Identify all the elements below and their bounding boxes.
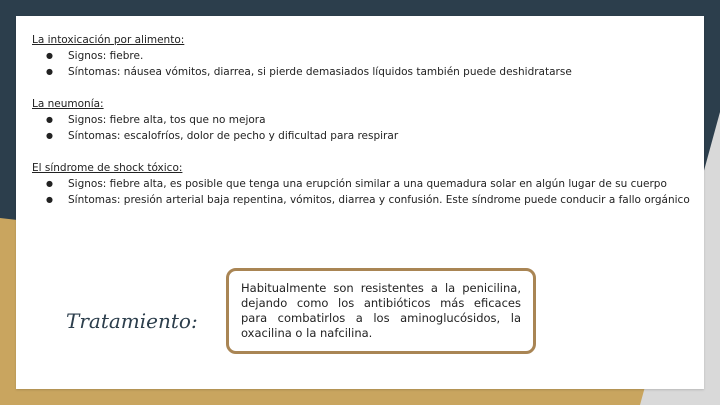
section-pneumonia: [32, 96, 702, 144]
list-item: ● Síntomas: escalofríos, dolor de pecho y dificultad para respirar: [68, 128, 702, 144]
list-item: ● Síntomas: presión arterial baja repentina, vómitos, diarrea y confusión. Este síndrome puede conducir a fallo orgánico: [68, 192, 702, 208]
section-toxic-shock: [32, 160, 702, 208]
section-title: La intoxicación por alimento:: [32, 34, 185, 46]
list-item: ● Signos: fiebre.: [68, 48, 702, 64]
bullet-list: [32, 176, 702, 208]
section-title: El síndrome de shock tóxico:: [32, 162, 183, 174]
slide-content: [32, 32, 702, 224]
bullet-list: [32, 48, 702, 80]
bullet-list: [32, 112, 702, 144]
section-food-poisoning: [32, 32, 702, 80]
treatment-text-box: Habitualmente son resistentes a la penicilina, dejando como los antibióticos más eficaces para combatirlos a los aminoglucósidos, la oxacilina o la nafcilina.: [226, 268, 536, 354]
section-title: La neumonía:: [32, 98, 104, 110]
slide-card: [16, 16, 704, 389]
list-item: ● Signos: fiebre alta, es posible que tenga una erupción similar a una quemadura solar en algún lugar de su cuerpo: [68, 176, 702, 192]
treatment-heading: Tratamiento:: [66, 309, 198, 333]
list-item: ● Síntomas: náusea vómitos, diarrea, si pierde demasiados líquidos también puede deshidratarse: [68, 64, 702, 80]
list-item: ● Signos: fiebre alta, tos que no mejora: [68, 112, 702, 128]
